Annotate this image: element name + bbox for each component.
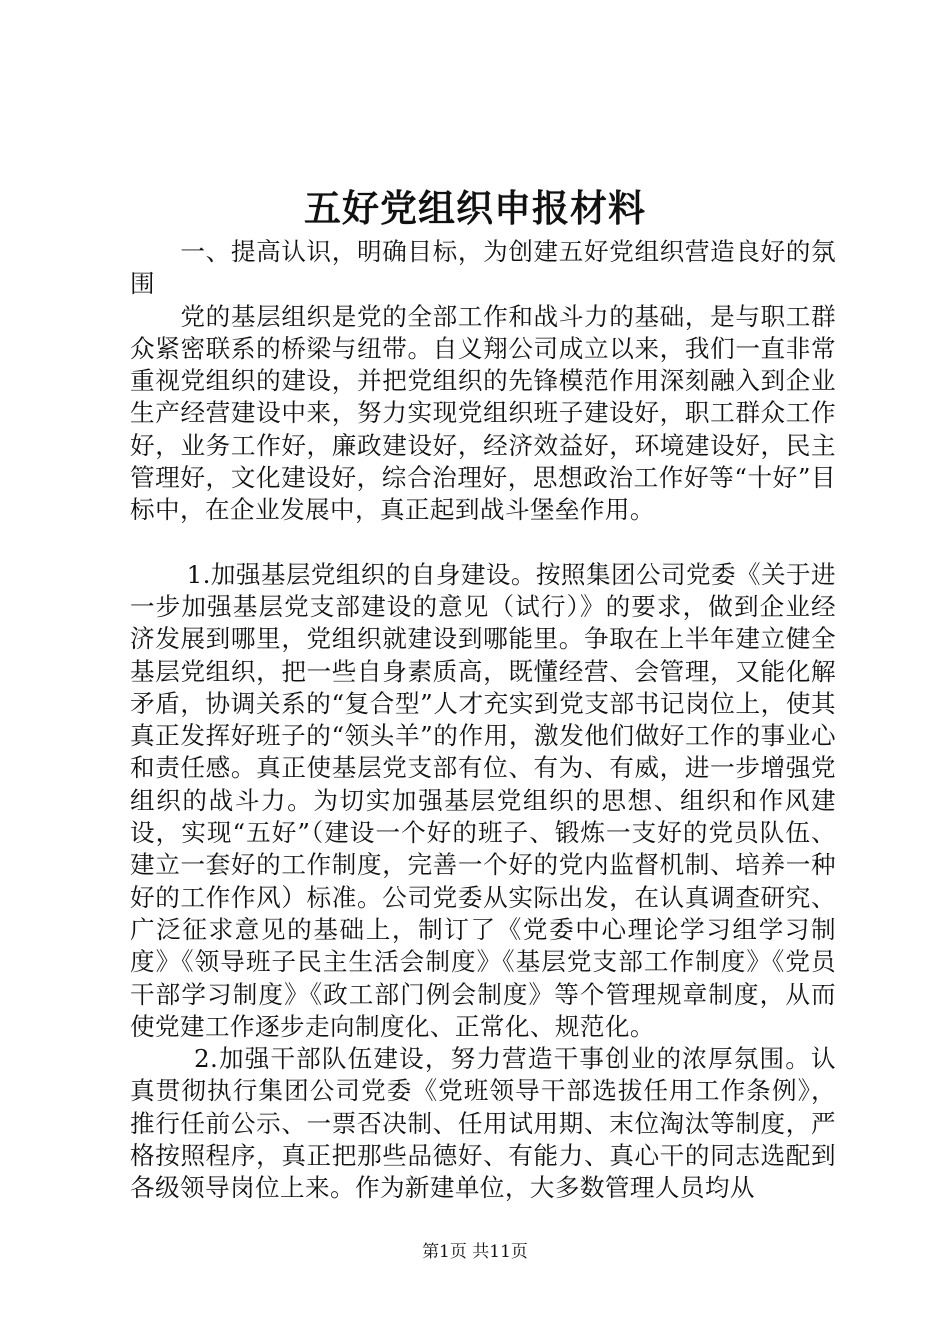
body-paragraph: 2.加强干部队伍建设，努力营造干事创业的浓厚氛围。认真贯彻执行集团公司党委《党班领导干部选拔任用工作条例》，推行任前公示、一票否决制、任用试用期、末位淘汰等制度，严格按照程序，真正把那些品德好、有能力、真心干的同志选配到各级领导岗位上来。作为新建单位，大多数管理人员均从 (130, 1044, 836, 1203)
paragraph-gap (130, 527, 836, 559)
body-paragraph: 党的基层组织是党的全部工作和战斗力的基础，是与职工群众紧密联系的桥梁与纽带。自义翔公司成立以来，我们一直非常重视党组织的建设，并把党组织的先锋模范作用深刻融入到企业生产经营建设中来，努力实现党组织班子建设好，职工群众工作好，业务工作好，廉政建设好，经济效益好，环境建设好，民主管理好，文化建设好，综合治理好，思想政治工作好等“十好”目标中，在企业发展中，真正起到战斗堡垒作用。 (130, 301, 836, 525)
document-title: 五好党组织申报材料 (304, 186, 646, 230)
document-body (130, 236, 836, 1205)
section-heading: 一、提高认识，明确目标，为创建五好党组织营造良好的氛围 (130, 237, 836, 299)
body-paragraph: 1.加强基层党组织的自身建设。按照集团公司党委《关于进一步加强基层党支部建设的意见（试行）》的要求，做到企业经济发展到哪里，党组织就建设到哪能里。争取在上半年建立健全基层党组织，把一些自身素质高，既懂经营、会管理，又能化解矛盾，协调关系的“复合型”人才充实到党支部书记岗位上，使其真正发挥好班子的“领头羊”的作用，激发他们做好工作的事业心和责任感。真正使基层党支部有位、有为、有威，进一步增强党组织的战斗力。为切实加强基层党组织的思想、组织和作风建设，实现“五好”（建设一个好的班子、锻炼一支好的党员队伍、建立一套好的工作制度，完善一个好的党内监督机制、培养一种好的工作作风）标准。公司党委从实际出发，在认真调查研究、广泛征求意见的基础上，制订了《党委中心理论学习组学习制度》《领导班子民主生活会制度》《基层党支部工作制度》《党员干部学习制度》《政工部门例会制度》等个管理规章制度，从而使党建工作逐步走向制度化、正常化、规范化。 (130, 559, 836, 1041)
page-footer: 第1页 共11页 (422, 1242, 528, 1262)
